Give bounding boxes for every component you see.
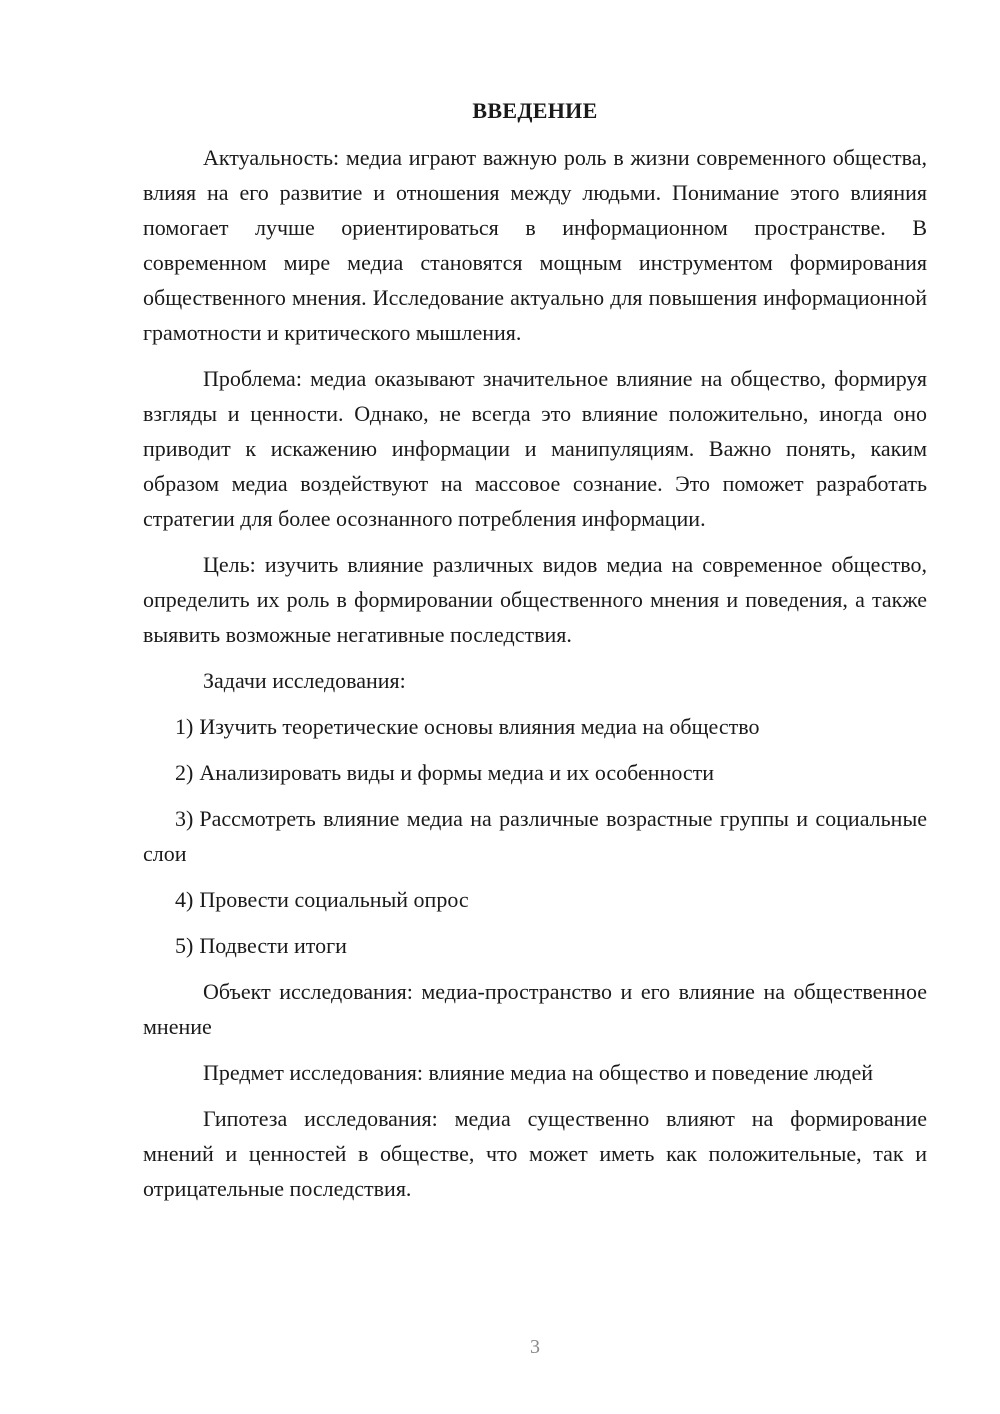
page-content — [143, 96, 927, 1217]
task-text: Изучить теоретические основы влияния медиа на общество — [199, 714, 760, 739]
section-title: ВВЕДЕНИЕ — [472, 98, 598, 123]
task-item — [143, 928, 927, 963]
page-number: 3 — [530, 1336, 540, 1358]
task-item — [143, 709, 927, 744]
task-item — [143, 755, 927, 790]
task-number: 4) — [175, 887, 194, 912]
task-text: Рассмотреть влияние медиа на различные возрастные группы и социальные слои — [143, 806, 927, 866]
goal-paragraph: Цель: изучить влияние различных видов медиа на современное общество, определить их роль в формировании общественного мнения и поведения, а также выявить возможные негативные последствия. — [143, 552, 927, 647]
task-number: 3) — [175, 806, 194, 831]
tasks-heading: Задачи исследования: — [203, 668, 406, 693]
task-text: Подвести итоги — [199, 933, 347, 958]
hypothesis-paragraph: Гипотеза исследования: медиа существенно влияют на формирование мнений и ценностей в обществе, что может иметь как положительные, так и отрицательные последствия. — [143, 1106, 927, 1201]
task-item — [143, 882, 927, 917]
task-number: 1) — [175, 714, 194, 739]
task-text: Провести социальный опрос — [199, 887, 469, 912]
subject-paragraph: Предмет исследования: влияние медиа на общество и поведение людей — [203, 1060, 874, 1085]
relevance-paragraph: Актуальность: медиа играют важную роль в жизни современного общества, влияя на его развитие и отношения между людьми. Понимание этого влияния помогает лучше ориентироваться в информационном пространстве. В современном мире медиа становятся мощным инструментом формирования общественного мнения. Исследование актуально для повышения информационной грамотности и критического мышления. — [143, 145, 927, 345]
task-number: 5) — [175, 933, 194, 958]
task-item — [143, 801, 927, 871]
tasks-list — [143, 709, 927, 963]
object-paragraph: Объект исследования: медиа-пространство и его влияние на общественное мнение — [143, 979, 927, 1039]
problem-paragraph: Проблема: медиа оказывают значительное влияние на общество, формируя взгляды и ценности. Однако, не всегда это влияние положительно, иногда оно приводит к искажению информации и манипуляциям. Важно понять, каким образом медиа воздействуют на массовое сознание. Это поможет разработать стратегии для более осознанного потребления информации. — [143, 366, 927, 531]
task-number: 2) — [175, 760, 194, 785]
task-text: Анализировать виды и формы медиа и их особенности — [199, 760, 715, 785]
